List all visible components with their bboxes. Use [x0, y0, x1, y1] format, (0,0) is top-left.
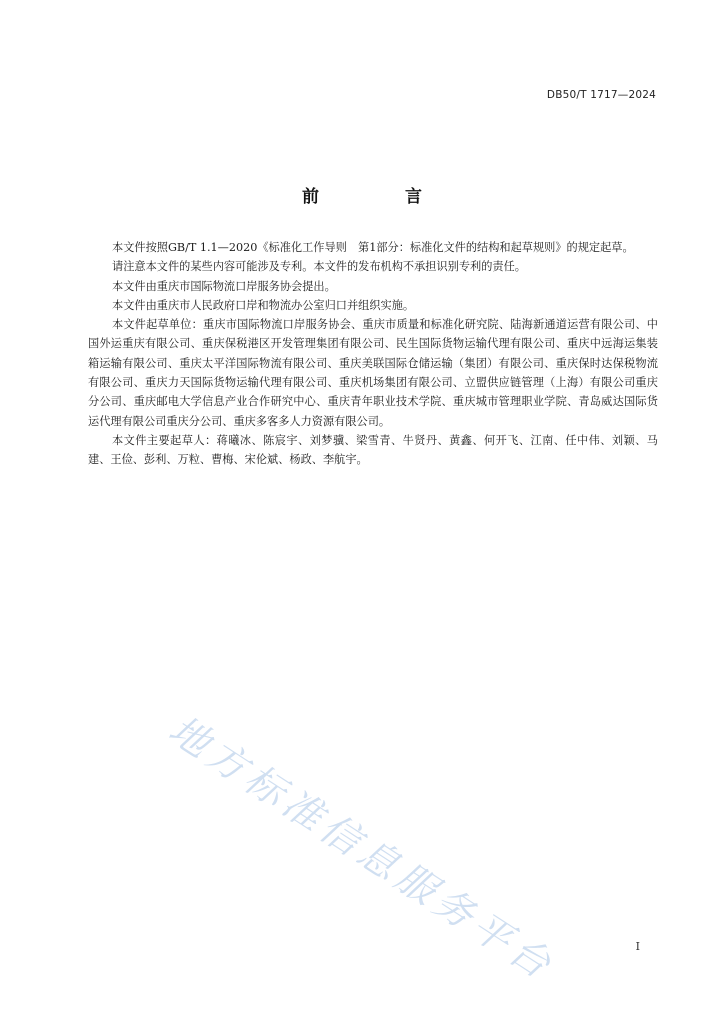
paragraph-drafters: 本文件主要起草人：蒋曦冰、陈宸宇、刘梦骥、梁雪青、牛贤丹、黄鑫、何开飞、江南、任中伟、刘颖、马建、王俭、彭利、万粒、曹梅、宋伦斌、杨政、李航宇。 — [88, 433, 658, 467]
document-code: DB50/T 1717—2024 — [546, 89, 656, 101]
watermark: 地方标准信息服务平台 — [160, 707, 563, 991]
paragraph-administrator: 本文件由重庆市人民政府口岸和物流办公室归口并组织实施。 — [112, 298, 415, 312]
paragraph-drafting-rules: 本文件按照GB/T 1.1—2020《标准化工作导则 第1部分：标准化文件的结构和起草规则》的规定起草。 — [112, 241, 634, 254]
page-title: 前 言 — [302, 187, 462, 207]
paragraph-patent-notice: 请注意本文件的某些内容可能涉及专利。本文件的发布机构不承担识别专利的责任。 — [112, 260, 526, 274]
paragraph-proposer: 本文件由重庆市国际物流口岸服务协会提出。 — [112, 279, 336, 293]
document-body — [88, 238, 658, 470]
page-number: I — [635, 940, 640, 953]
paragraph-drafting-units: 本文件起草单位：重庆市国际物流口岸服务协会、重庆市质量和标准化研究院、陆海新通道运营有限公司、中国外运重庆有限公司、重庆保税港区开发管理集团有限公司、民生国际货物运输代理有限公司、重庆中远海运集装箱运输有限公司、重庆太平洋国际物流有限公司、重庆美联国际仓储运输（集团）有限公司、重庆保时达保税物流有限公司、重庆力天国际货物运输代理有限公司、重庆机场集团有限公司、立盟供应链管理（上海）有限公司重庆分公司、重庆邮电大学信息产业合作研究中心、重庆青年职业技术学院、重庆城市管理职业学院、青岛威达国际货运代理有限公司重庆分公司、重庆多客多人力资源有限公司。 — [88, 318, 658, 428]
